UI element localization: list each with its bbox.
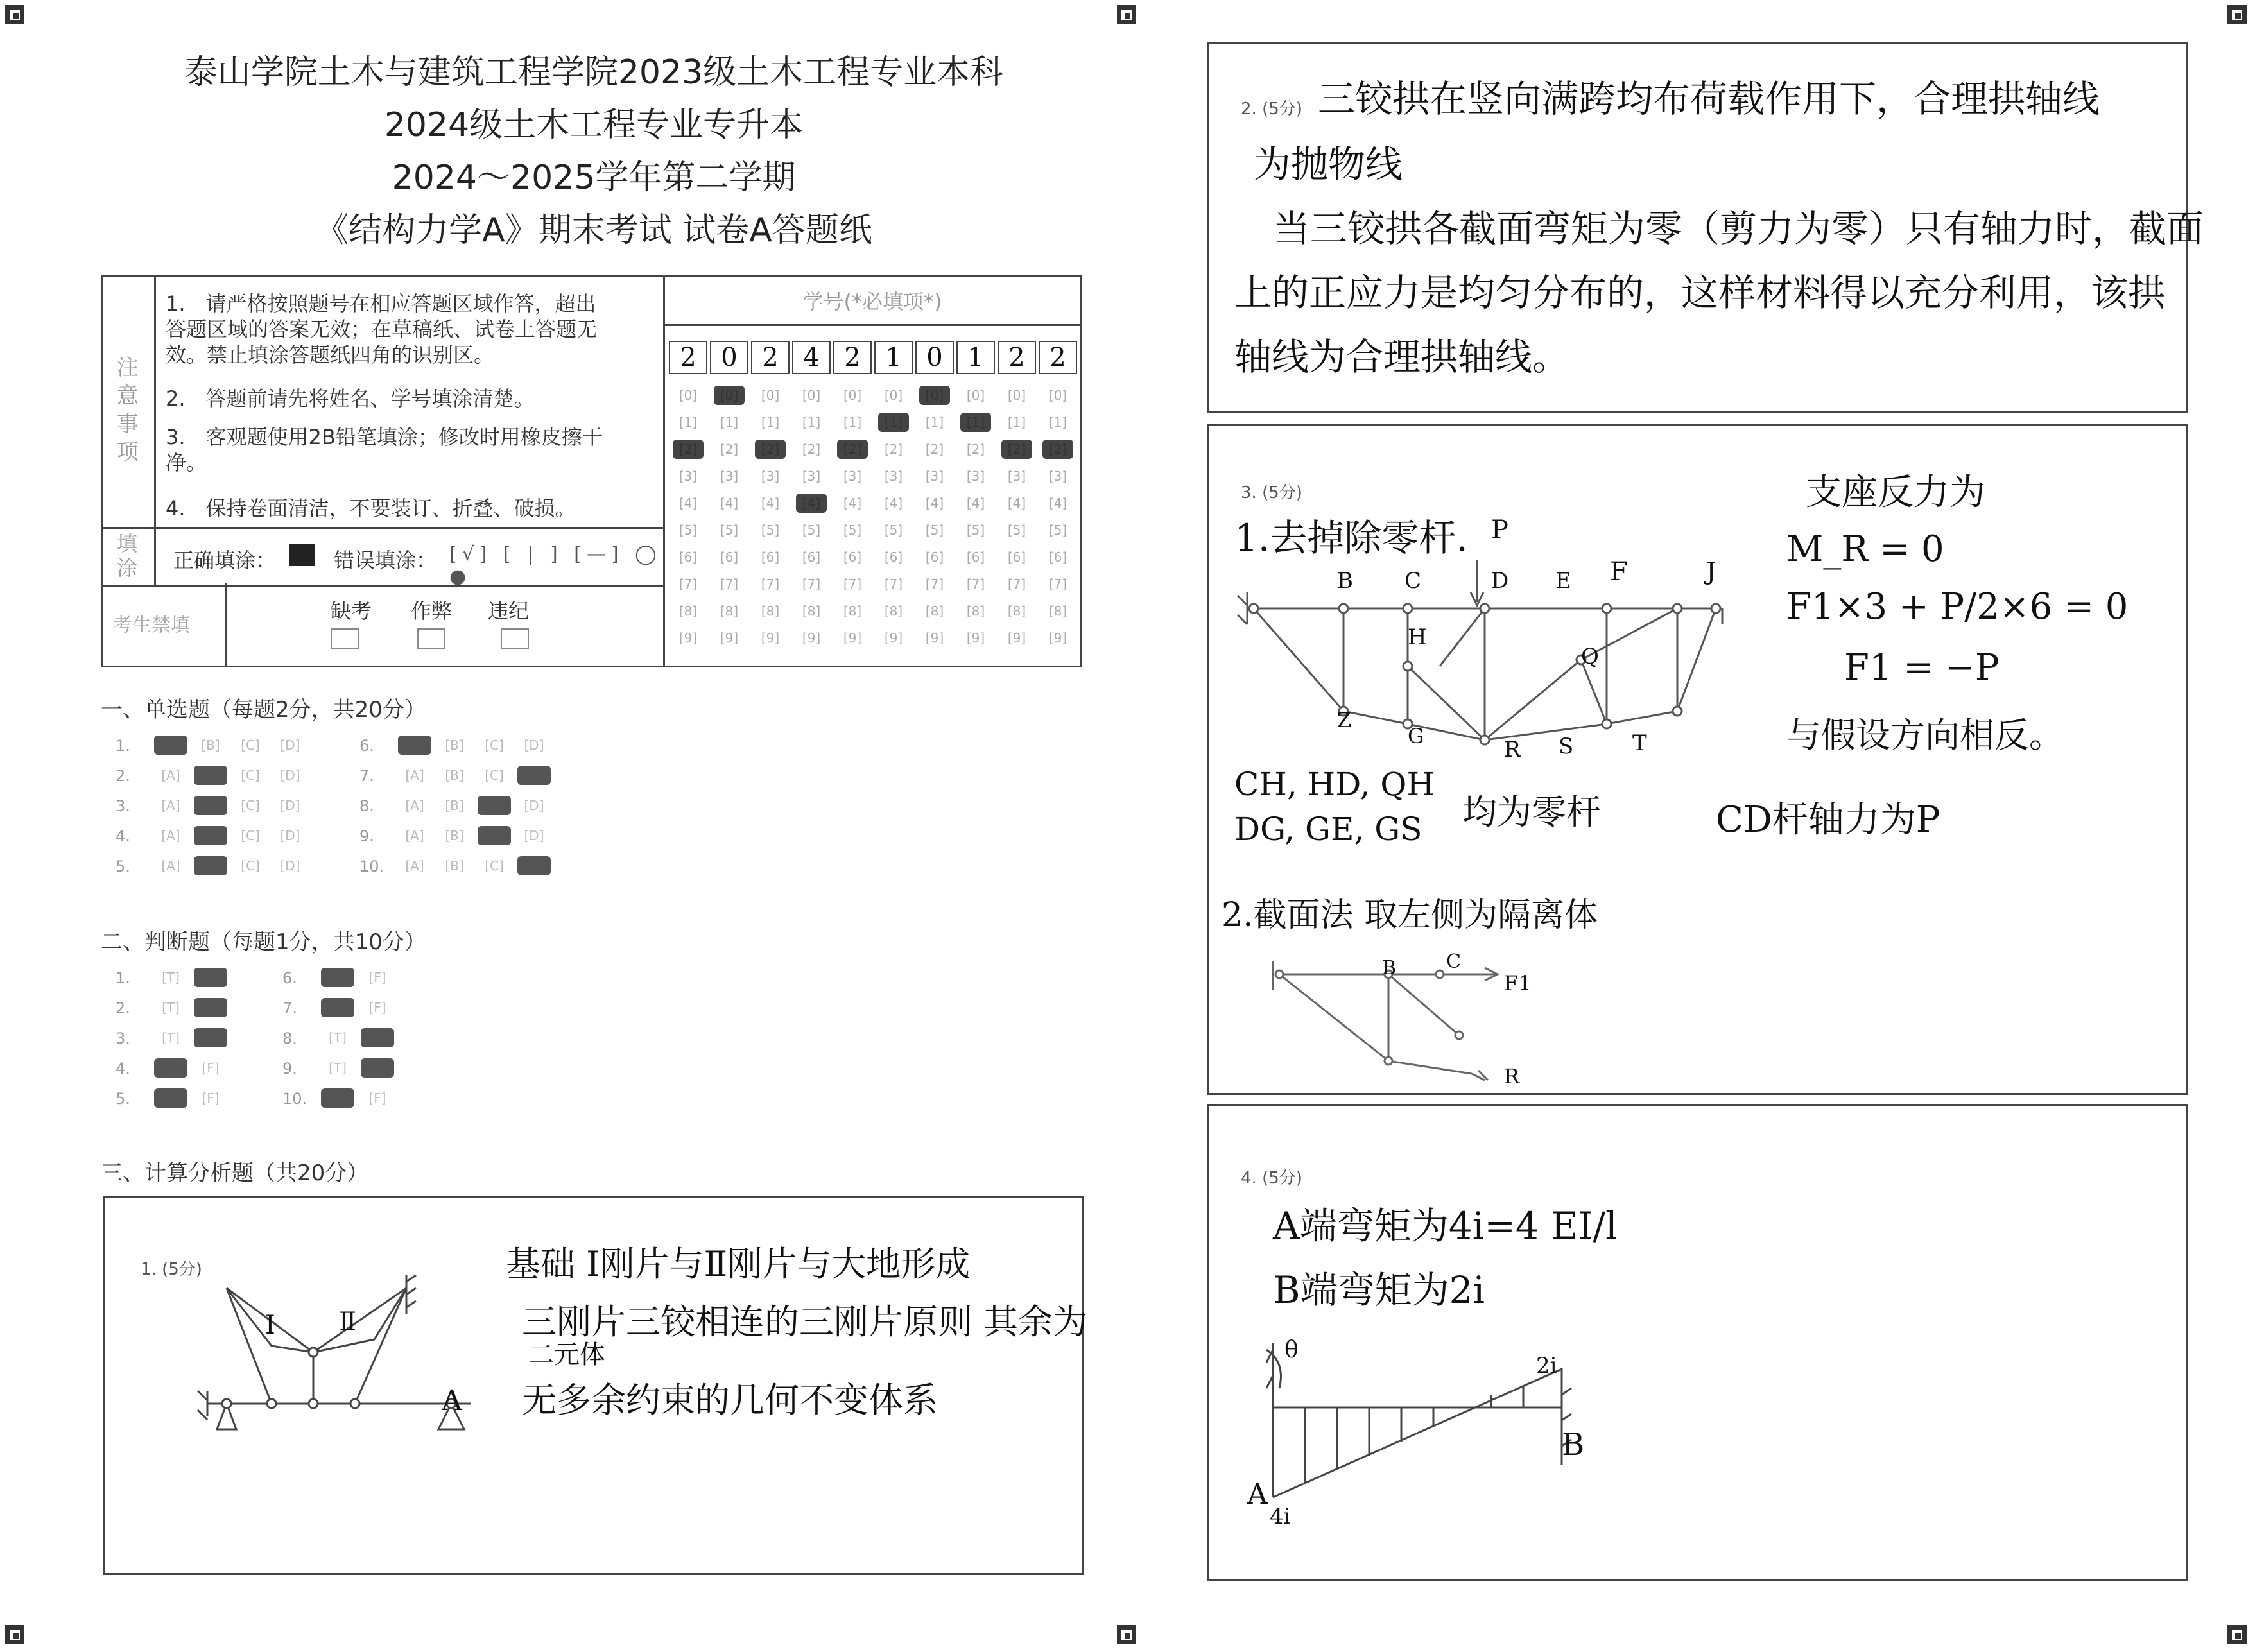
q3-zero-note: 均为零杆 [1462,792,1601,832]
notice-item-1: 1. 请严格按照题号在相应答题区域作答，超出答题区域的答案无效；在草稿纸、试卷上答题无效。禁止填涂答题纸四角的识别区。 [166,291,598,367]
q3-section-f1: F1 [1504,971,1532,995]
student-id-bubble[interactable]: [2] [802,442,821,457]
q4-label-4i: 4i [1270,1504,1291,1529]
answer-bubble[interactable]: [D] [280,828,300,843]
answer-bubble[interactable]: [C] [241,737,260,753]
answer-bubble[interactable]: [F] [194,1028,227,1047]
q4-label-theta: θ [1284,1337,1299,1363]
fill-row [103,527,663,587]
q1-structure-sketch [162,1237,496,1468]
question-number: 10. [359,857,384,875]
student-id-bubble[interactable]: [4] [843,495,862,511]
question-number: 3. [116,797,130,815]
student-id-bubble[interactable]: [7] [1007,576,1026,592]
student-id-bubble[interactable]: [6] [1048,549,1067,565]
corner-mark-bottom-left [5,1625,24,1644]
student-id-bubble[interactable]: [8] [843,603,862,619]
question-number: 8. [282,1029,297,1047]
answer-bubble[interactable]: [A] [161,828,180,843]
answer-bubble[interactable]: [T] [162,970,180,985]
answer-bubble[interactable]: [C] [241,828,260,843]
answer-bubble[interactable]: [D] [280,737,300,753]
student-id-bubble[interactable]: [2] [720,442,739,457]
student-id-bubble[interactable]: [5] [678,522,698,538]
answer-bubble[interactable]: [T] [162,1030,180,1045]
answer-bubble[interactable]: [D] [280,858,300,873]
student-id-bubble[interactable]: [7] [884,576,903,592]
student-id-bubble[interactable]: [1] [761,415,780,430]
student-id-digit: 2 [833,341,872,374]
student-id-bubble[interactable]: [9] [720,630,739,646]
student-id-bubble[interactable]: [9] [966,630,985,646]
q1-label: 1. (5分) [141,1260,202,1279]
q3-label: 3. (5分) [1241,483,1302,503]
answer-bubble[interactable]: [A] [161,858,180,873]
section3-title: 三、计算分析题（共20分） [101,1160,369,1186]
q3-zero-members-2: DG, GE, GS [1234,811,1422,848]
ban-label: 考生禁填 [113,614,190,637]
student-id-bubble[interactable]: [3] [884,469,903,484]
q3-section-sketch [1266,945,1600,1087]
student-id-bubble[interactable]: [9] [802,630,821,646]
student-id-bubble[interactable]: [8] [802,603,821,619]
student-id-bubble[interactable]: [0] [802,388,821,403]
answer-bubble[interactable]: [T] [321,968,354,987]
q3-node-j: J [1706,557,1716,585]
q3-section-c: C [1446,951,1461,973]
student-id-digit: 1 [956,341,995,374]
question-number: 10. [282,1090,307,1108]
answer-bubble[interactable]: [D] [517,766,551,785]
header-line-3: 2024～2025学年第二学期 [392,159,796,197]
answer-bubble[interactable]: [B] [194,766,227,785]
q3-node-s: S [1559,734,1574,759]
student-id-bubble[interactable]: [1] [720,415,739,430]
answer-bubble[interactable]: [T] [154,1088,187,1108]
student-id-bubble[interactable]: [9] [884,630,903,646]
q2-answer-line-5: 轴线为合理拱轴线。 [1234,335,1570,379]
q3-node-q: Q [1581,644,1599,669]
student-id-label: 学号(*必填项*) [802,289,942,314]
student-id-bubble[interactable]: [9] [1007,630,1026,646]
q1-mark-rigid-1: Ⅰ [265,1311,275,1340]
student-id-bubble[interactable]: [5] [884,522,903,538]
student-id-bubble[interactable]: [9] [925,630,944,646]
notice-item-2: 2. 答题前请先将姓名、学号填涂清楚。 [166,386,535,411]
student-id-bubble[interactable]: [6] [678,549,698,565]
student-id-bubbles [669,386,1080,655]
q2-answer-line-3: 当三铰拱各截面弯矩为零（剪力为零）只有轴力时，截面 [1273,207,2204,250]
student-id-bubble[interactable]: [1] [843,415,862,430]
ban-option-violate: 违纪 [488,599,530,623]
q1-answer-line-1: 基础 Ⅰ刚片与Ⅱ刚片与大地形成 [506,1244,971,1284]
student-id-bubble[interactable]: [7] [966,576,985,592]
student-id-bubble[interactable]: [0] [966,388,985,403]
q3-node-h: H [1408,624,1427,650]
section2-title: 二、判断题（每题1分，共10分） [101,929,426,955]
student-id-bubble[interactable]: [6] [1007,549,1026,565]
student-id-bubble[interactable]: [6] [966,549,985,565]
q3-load-p: P [1491,515,1508,545]
student-id-bubble[interactable]: [2] [837,440,868,459]
student-id-bubble[interactable]: [1] [802,415,821,430]
answer-bubble[interactable]: [C] [485,737,504,753]
student-id-bubble[interactable]: [4] [925,495,944,511]
answer-bubble[interactable]: [A] [405,768,424,783]
answer-bubble[interactable]: [A] [405,828,424,843]
q4-label: 4. (5分) [1241,1169,1302,1188]
question-number: 9. [282,1060,297,1078]
header-line-2: 2024级土木工程专业专升本 [384,106,804,144]
student-id-bubble[interactable]: [0] [919,386,950,405]
student-id-bubble[interactable]: [1] [960,413,991,432]
student-id-bubble[interactable]: [0] [1007,388,1026,403]
question-number: 4. [116,827,130,845]
student-id-bubble[interactable]: [0] [884,388,903,403]
answer-bubble[interactable]: [T] [329,1060,347,1076]
student-id-bubble[interactable]: [5] [1007,522,1026,538]
q1-mark-rigid-2: Ⅱ [339,1307,357,1337]
section1-title: 一、单选题（每题2分，共20分） [101,697,426,723]
q2-answer-box [1207,42,2204,413]
student-id-digit: 0 [915,341,954,374]
answer-bubble[interactable]: [F] [194,998,227,1017]
student-id-bubble[interactable]: [0] [843,388,862,403]
student-id-bubble[interactable]: [5] [802,522,821,538]
student-id-bubble[interactable]: [8] [1007,603,1026,619]
student-id-bubble[interactable]: [1] [1048,415,1067,430]
student-id-bubble[interactable]: [2] [966,442,985,457]
answer-bubble[interactable]: [F] [368,970,386,985]
student-id-bubble[interactable]: [5] [966,522,985,538]
question-number: 9. [359,827,374,845]
student-id-bubble[interactable]: [7] [802,576,821,592]
student-id-bubble[interactable]: [5] [720,522,739,538]
question-number: 6. [282,969,297,987]
question-number: 2. [116,999,130,1017]
answer-bubble[interactable]: [A] [161,798,180,813]
corner-mark-bottom-center [1117,1625,1136,1644]
student-id-bubble[interactable]: [7] [925,576,944,592]
q3-eq-3: F1 = −P [1844,647,2000,689]
student-id-bubble[interactable]: [1] [925,415,944,430]
q1-mark-a: A [442,1384,462,1417]
ban-box-violate[interactable] [501,628,529,649]
answer-bubble[interactable]: [F] [368,1000,386,1015]
student-id-bubble[interactable]: [9] [761,630,780,646]
student-id-bubble[interactable]: [3] [1007,469,1026,484]
student-id-bubble[interactable]: [3] [802,469,821,484]
fill-label: 填涂 [117,531,138,580]
answer-bubble[interactable]: [F] [361,1058,394,1078]
student-id-digit: 2 [669,341,707,374]
q2-answer-line-1: 三铰拱在竖向满跨均布荷载作用下，合理拱轴线 [1318,77,2100,121]
student-id-bubble[interactable]: [9] [678,630,698,646]
true-false-grid [116,969,436,1117]
info-block [101,275,1082,667]
answer-bubble[interactable]: [B] [445,828,464,843]
student-id-bubble[interactable]: [4] [720,495,739,511]
question-number: 5. [116,857,130,875]
student-id-bubble[interactable]: [4] [678,495,698,511]
student-id-bubble[interactable]: [1] [678,415,698,430]
answer-bubble[interactable]: [B] [445,737,464,753]
fill-wrong-samples: [√] [ | ] [—] ◯ ● [449,543,662,588]
ban-box-cheat[interactable] [417,628,445,649]
fill-wrong-label: 错误填涂： [334,548,437,572]
q3-zero-members-1: CH, HD, QH [1234,766,1435,803]
question-number: 3. [116,1029,130,1047]
student-id-bubble[interactable]: [6] [720,549,739,565]
student-id-bubble[interactable]: [5] [843,522,862,538]
answer-bubble[interactable]: [T] [162,1000,180,1015]
student-id-bubble[interactable]: [6] [843,549,862,565]
answer-bubble[interactable]: [C] [241,858,260,873]
answer-bubble[interactable]: [C] [485,768,504,783]
student-id-bubble[interactable]: [4] [1048,495,1067,511]
q1-answer-line-2: 三刚片三铰相连的三刚片原则 其余为 [522,1302,1088,1342]
answer-bubble[interactable]: [A] [398,736,431,755]
answer-bubble[interactable]: [B] [445,798,464,813]
q3-section-b: B [1382,957,1397,979]
ban-box-absent[interactable] [331,628,359,649]
q3-step-2: 2.截面法 取左侧为隔离体 [1222,896,1598,934]
student-id-digit: 2 [751,341,790,374]
student-id-bubble[interactable]: [5] [761,522,780,538]
q3-step-1: 1.去掉除零杆. [1234,516,1468,560]
student-id-bubble[interactable]: [1] [1007,415,1026,430]
header-line-1: 泰山学院土木与建筑工程学院2023级土木工程专业本科 [184,53,1004,92]
answer-bubble[interactable]: [B] [201,737,220,753]
fill-correct-sample [289,544,315,566]
student-id-bubble[interactable]: [3] [925,469,944,484]
answer-bubble[interactable]: [T] [321,998,354,1017]
header-line-4: 《结构力学A》期末考试 试卷A答题纸 [315,211,872,250]
student-id-bubble[interactable]: [1] [878,413,909,432]
single-choice-grid [116,737,603,884]
answer-bubble[interactable]: [C] [485,858,504,873]
answer-bubble[interactable]: [T] [154,1058,187,1078]
student-id-bubble[interactable]: [8] [720,603,739,619]
q3-node-z: Z [1337,708,1352,732]
student-id-bubble[interactable]: [0] [714,386,745,405]
answer-bubble[interactable]: [A] [154,736,187,755]
q3-section-r: R [1504,1064,1520,1088]
student-id-bubble[interactable]: [4] [761,495,780,511]
student-id-bubble[interactable]: [2] [1001,440,1032,459]
question-number: 4. [116,1060,130,1078]
student-id-bubble[interactable]: [4] [1007,495,1026,511]
answer-bubble[interactable]: [A] [405,858,424,873]
q3-node-t: T [1632,730,1647,756]
student-id-bubble[interactable]: [4] [884,495,903,511]
q4-label-2i: 2i [1536,1353,1557,1379]
student-id-bubble[interactable]: [5] [1048,522,1067,538]
answer-bubble[interactable]: [F] [202,1060,220,1076]
q3-answer-box [1207,424,2188,1095]
student-id-bubble[interactable]: [2] [1042,440,1073,459]
student-id-bubble[interactable]: [8] [966,603,985,619]
answer-bubble[interactable]: [A] [405,798,424,813]
question-number: 5. [116,1090,130,1108]
student-id-bubble[interactable]: [3] [843,469,862,484]
student-id-digit: 2 [998,341,1036,374]
answer-bubble[interactable]: [D] [517,856,551,875]
question-number: 8. [359,797,374,815]
answer-bubble[interactable]: [C] [478,826,511,845]
question-number: 7. [359,767,374,785]
ban-option-cheat: 作弊 [411,599,453,623]
answer-bubble[interactable]: [C] [241,798,260,813]
answer-bubble[interactable]: [C] [241,768,260,783]
question-number: 2. [116,767,130,785]
student-id-bubble[interactable]: [9] [1048,630,1067,646]
answer-bubble[interactable]: [D] [524,828,544,843]
answer-bubble[interactable]: [T] [329,1030,347,1045]
answer-bubble[interactable]: [D] [524,737,544,753]
notice-item-3: 3. 客观题使用2B铅笔填涂；修改时用橡皮擦干净。 [166,425,603,475]
q3-node-e: E [1555,568,1571,594]
student-id-digit: 2 [1039,341,1077,374]
q1-answer-line-3: 二元体 [528,1340,605,1370]
q3-eq-note: 与假设方向相反。 [1786,715,2064,755]
q3-node-b: B [1337,568,1353,594]
answer-bubble[interactable]: [B] [445,768,464,783]
student-id-bubble[interactable]: [9] [843,630,862,646]
notice-item-4: 4. 保持卷面清洁，不要装订、折叠、破损。 [166,496,576,521]
student-id-bubble[interactable]: [8] [925,603,944,619]
student-id-bubble[interactable]: [7] [761,576,780,592]
student-id-bubble[interactable]: [3] [966,469,985,484]
student-id-bubble[interactable]: [6] [761,549,780,565]
student-id-bubble[interactable]: [3] [678,469,698,484]
student-id-bubble[interactable]: [3] [1048,469,1067,484]
notice-label-col [103,277,156,527]
q2-answer-line-4: 上的正应力是均匀分布的，这样材料得以充分利用，该拱 [1234,271,2166,314]
corner-mark-top-center [1117,5,1136,24]
student-id-bubble[interactable]: [6] [925,549,944,565]
question-number: 1. [116,969,130,987]
answer-bubble[interactable]: [C] [478,796,511,815]
q3-node-g: G [1408,724,1424,748]
student-id-bubble[interactable]: [3] [720,469,739,484]
q3-cd-force: CD杆轴力为P [1716,799,1940,841]
student-id-bubble[interactable]: [0] [761,388,780,403]
student-id-bubble[interactable]: [8] [678,603,698,619]
answer-bubble[interactable]: [D] [280,768,300,783]
q1-answer-line-4: 无多余约束的几何不变体系 [522,1380,938,1420]
q1-answer-box [103,1196,1088,1575]
student-id-bubble[interactable]: [7] [720,576,739,592]
ban-option-absent: 缺考 [331,599,372,623]
q4-line-1: A端弯矩为4i=4 EI/l [1273,1204,1618,1248]
student-id-bubble[interactable]: [4] [796,494,827,513]
student-id-bubble[interactable]: [2] [755,440,786,459]
question-number: 6. [359,737,374,755]
answer-bubble[interactable]: [D] [524,798,544,813]
question-number: 7. [282,999,297,1017]
answer-bubble[interactable]: [D] [280,798,300,813]
q2-answer-line-2: 为抛物线 [1254,142,1403,186]
student-id-bubble[interactable]: [0] [678,388,698,403]
q4-line-2: B端弯矩为2i [1273,1268,1485,1312]
student-id-bubble[interactable]: [4] [966,495,985,511]
answer-bubble[interactable]: [F] [194,968,227,987]
student-id-bubble[interactable]: [8] [761,603,780,619]
q3-eq-2: F1×3 + P/2×6 = 0 [1786,586,2129,628]
q3-node-d: D [1491,568,1509,594]
q3-node-r: R [1504,737,1521,762]
student-id-digit: 4 [792,341,831,374]
student-id-digits [669,341,1080,377]
corner-mark-top-right [2227,5,2247,24]
q3-node-f: F [1610,557,1628,587]
student-id-bubble[interactable]: [8] [1048,603,1067,619]
student-id-bubble[interactable]: [2] [925,442,944,457]
student-id-bubble[interactable]: [7] [843,576,862,592]
q3-right-title: 支座反力为 [1806,472,1985,513]
student-id-digit: 0 [710,341,748,374]
q2-label: 2. (5分) [1241,99,1302,119]
answer-bubble[interactable]: [B] [194,796,227,815]
student-id-digit: 1 [874,341,913,374]
student-id-bubble[interactable]: [2] [673,440,704,459]
student-id-bubble[interactable]: [8] [884,603,903,619]
question-number: 1. [116,737,130,755]
answer-bubble[interactable]: [T] [321,1088,354,1108]
q4-label-a: A [1247,1478,1268,1511]
student-id-bubble[interactable]: [6] [802,549,821,565]
q3-truss-sketch [1228,554,1741,746]
student-id-bubble[interactable]: [5] [925,522,944,538]
answer-bubble[interactable]: [B] [194,856,227,875]
corner-mark-bottom-right [2227,1625,2247,1644]
fill-correct-label: 正确填涂： [173,548,277,572]
answer-bubble[interactable]: [B] [445,858,464,873]
ban-row [103,583,663,667]
answer-bubble[interactable]: [F] [368,1090,386,1106]
q4-label-b: B [1562,1427,1585,1463]
answer-bubble[interactable]: [B] [194,826,227,845]
answer-bubble[interactable]: [F] [361,1028,394,1047]
student-id-bubble[interactable]: [6] [884,549,903,565]
student-id-bubble[interactable]: [7] [1048,576,1067,592]
student-id-bubble[interactable]: [7] [678,576,698,592]
q3-eq-1: M_R = 0 [1786,528,1944,570]
q4-answer-box [1207,1104,2188,1581]
answer-bubble[interactable]: [F] [202,1090,220,1106]
corner-mark-top-left [5,5,24,24]
answer-bubble[interactable]: [A] [161,768,180,783]
student-id-bubble[interactable]: [2] [884,442,903,457]
student-id-bubble[interactable]: [0] [1048,388,1067,403]
student-id-bubble[interactable]: [3] [761,469,780,484]
notice-label: 注意事项 [117,355,139,465]
q3-node-c: C [1404,568,1422,594]
